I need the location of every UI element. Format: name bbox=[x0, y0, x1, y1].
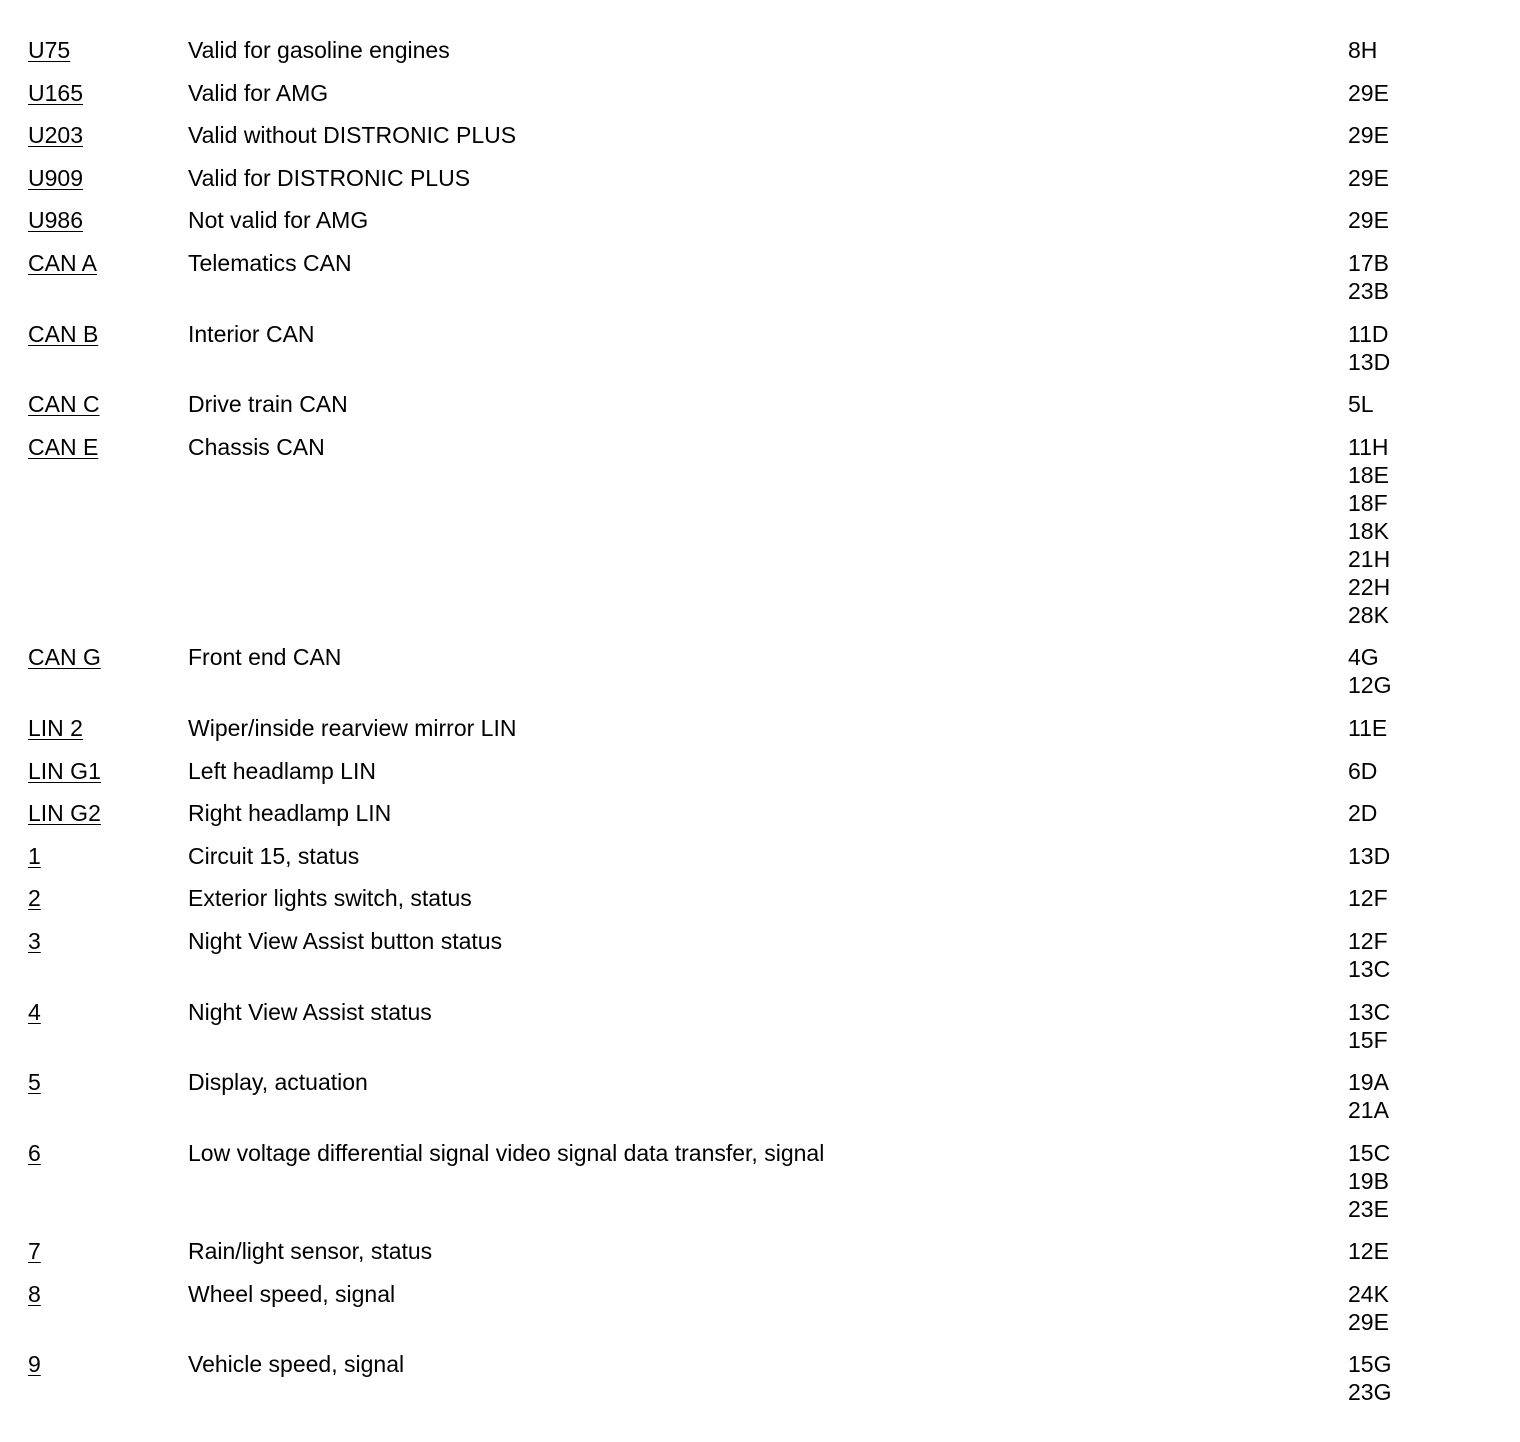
signal-description: Exterior lights switch, status bbox=[188, 885, 472, 912]
signal-description: Wiper/inside rearview mirror LIN bbox=[188, 714, 517, 741]
signal-description: Drive train CAN bbox=[188, 391, 348, 418]
grid-reference-list bbox=[1348, 433, 1390, 629]
signal-code-link[interactable]: U986 bbox=[28, 207, 83, 234]
grid-reference: 2D bbox=[1348, 800, 1378, 827]
legend-row bbox=[28, 643, 1498, 699]
signal-description: Telematics CAN bbox=[188, 249, 352, 276]
grid-reference: 19B bbox=[1348, 1167, 1389, 1194]
grid-reference: 8H bbox=[1348, 37, 1378, 63]
signal-description: Circuit 15, status bbox=[188, 842, 360, 869]
grid-reference: 13C bbox=[1348, 955, 1391, 982]
legend-row bbox=[28, 164, 1498, 192]
signal-code-link[interactable]: 6 bbox=[28, 1139, 41, 1166]
grid-reference: 21A bbox=[1348, 1097, 1389, 1124]
legend-row bbox=[28, 714, 1498, 742]
grid-reference-list bbox=[1348, 1280, 1389, 1336]
signal-description: Front end CAN bbox=[188, 644, 342, 671]
grid-reference-list bbox=[1348, 1237, 1389, 1265]
legend-row bbox=[28, 1350, 1498, 1406]
grid-reference: 29E bbox=[1348, 122, 1389, 149]
signal-description: Night View Assist status bbox=[188, 998, 432, 1025]
signal-code-link[interactable]: U909 bbox=[28, 164, 83, 191]
signal-code-link[interactable]: 5 bbox=[28, 1069, 41, 1096]
signal-description: Valid without DISTRONIC PLUS bbox=[188, 122, 517, 149]
grid-reference: 12F bbox=[1348, 885, 1388, 912]
grid-reference: 11H bbox=[1348, 433, 1389, 460]
signal-code-link[interactable]: 2 bbox=[28, 885, 41, 912]
signal-code-link[interactable]: CAN B bbox=[28, 320, 99, 347]
grid-reference: 23G bbox=[1348, 1379, 1392, 1406]
grid-reference: 12G bbox=[1348, 672, 1392, 699]
legend-row bbox=[28, 36, 1498, 64]
grid-reference: 19A bbox=[1348, 1069, 1389, 1096]
legend-row bbox=[28, 927, 1498, 983]
signal-code-link[interactable]: 1 bbox=[28, 842, 41, 869]
signal-description: Left headlamp LIN bbox=[188, 757, 376, 784]
signal-code-link[interactable]: U203 bbox=[28, 122, 83, 149]
grid-reference: 23E bbox=[1348, 1195, 1389, 1222]
grid-reference-list bbox=[1348, 757, 1377, 785]
signal-description: Valid for DISTRONIC PLUS bbox=[188, 164, 471, 191]
signal-description: Not valid for AMG bbox=[188, 207, 369, 234]
signal-description: Valid for AMG bbox=[188, 79, 329, 106]
legend-row bbox=[28, 884, 1498, 912]
grid-reference: 15G bbox=[1348, 1351, 1392, 1378]
signal-code-link[interactable]: 9 bbox=[28, 1351, 41, 1378]
signal-description: Right headlamp LIN bbox=[188, 800, 392, 827]
grid-reference-list bbox=[1348, 206, 1389, 234]
grid-reference-list bbox=[1348, 1068, 1389, 1124]
grid-reference: 4G bbox=[1348, 644, 1379, 671]
signal-code-link[interactable]: LIN G1 bbox=[28, 757, 101, 784]
legend-row bbox=[28, 121, 1498, 149]
grid-reference-list bbox=[1348, 998, 1390, 1054]
legend-row bbox=[28, 249, 1498, 305]
grid-reference-list bbox=[1348, 1350, 1391, 1406]
grid-reference-list bbox=[1348, 121, 1389, 149]
legend-row bbox=[28, 998, 1498, 1054]
grid-reference-list bbox=[1348, 79, 1389, 107]
grid-reference: 28K bbox=[1348, 601, 1389, 628]
grid-reference-list bbox=[1348, 36, 1377, 64]
grid-reference: 6D bbox=[1348, 757, 1378, 784]
grid-reference: 15F bbox=[1348, 1026, 1388, 1053]
signal-description: Low voltage differential signal video signal data transfer, signal bbox=[188, 1139, 825, 1166]
legend-row bbox=[28, 799, 1498, 827]
grid-reference: 18F bbox=[1348, 489, 1388, 516]
grid-reference-list bbox=[1348, 842, 1390, 870]
signal-code-link[interactable]: CAN E bbox=[28, 433, 99, 460]
grid-reference-list bbox=[1348, 249, 1389, 305]
signal-code-link[interactable]: LIN G2 bbox=[28, 800, 101, 827]
signal-description: Wheel speed, signal bbox=[188, 1280, 396, 1307]
legend-row bbox=[28, 433, 1498, 629]
signal-description: Night View Assist button status bbox=[188, 927, 503, 954]
legend-row bbox=[28, 206, 1498, 234]
grid-reference-list bbox=[1348, 714, 1387, 742]
grid-reference: 17B bbox=[1348, 249, 1389, 276]
legend-row bbox=[28, 757, 1498, 785]
signal-code-link[interactable]: CAN G bbox=[28, 644, 101, 671]
signal-description: Vehicle speed, signal bbox=[188, 1351, 405, 1378]
grid-reference-list bbox=[1348, 164, 1389, 192]
grid-reference: 29E bbox=[1348, 1308, 1389, 1335]
grid-reference: 11E bbox=[1348, 714, 1388, 741]
grid-reference-list bbox=[1348, 927, 1390, 983]
grid-reference-list bbox=[1348, 1139, 1390, 1223]
grid-reference: 12E bbox=[1348, 1238, 1389, 1265]
grid-reference: 13C bbox=[1348, 998, 1391, 1025]
grid-reference: 22H bbox=[1348, 573, 1391, 600]
legend-row bbox=[28, 842, 1498, 870]
signal-code-link[interactable]: 3 bbox=[28, 927, 41, 954]
grid-reference: 24K bbox=[1348, 1280, 1389, 1307]
legend-row bbox=[28, 1139, 1498, 1223]
grid-reference: 5L bbox=[1348, 391, 1374, 418]
grid-reference-list bbox=[1348, 884, 1388, 912]
signal-legend-list bbox=[28, 36, 1498, 1421]
grid-reference: 11D bbox=[1348, 320, 1389, 347]
legend-row bbox=[28, 1068, 1498, 1124]
signal-description: Display, actuation bbox=[188, 1069, 368, 1096]
signal-description: Valid for gasoline engines bbox=[188, 37, 450, 63]
grid-reference-list bbox=[1348, 799, 1377, 827]
legend-row bbox=[28, 1280, 1498, 1336]
legend-row bbox=[28, 320, 1498, 376]
grid-reference: 21H bbox=[1348, 545, 1391, 572]
legend-row bbox=[28, 390, 1498, 418]
grid-reference-list bbox=[1348, 320, 1390, 376]
legend-row bbox=[28, 79, 1498, 107]
grid-reference: 29E bbox=[1348, 164, 1389, 191]
signal-code-link[interactable]: CAN A bbox=[28, 249, 98, 276]
signal-code-link[interactable]: LIN 2 bbox=[28, 714, 83, 741]
grid-reference: 23B bbox=[1348, 277, 1389, 304]
signal-code-link[interactable]: 8 bbox=[28, 1280, 41, 1307]
grid-reference-list bbox=[1348, 643, 1391, 699]
grid-reference: 18K bbox=[1348, 517, 1389, 544]
grid-reference: 29E bbox=[1348, 79, 1389, 106]
signal-code-link[interactable]: U165 bbox=[28, 79, 83, 106]
grid-reference-list bbox=[1348, 390, 1374, 418]
grid-reference: 29E bbox=[1348, 207, 1389, 234]
signal-description: Rain/light sensor, status bbox=[188, 1238, 433, 1265]
grid-reference: 18E bbox=[1348, 461, 1389, 488]
signal-code-link[interactable]: 7 bbox=[28, 1238, 41, 1265]
signal-code-link[interactable]: 4 bbox=[28, 998, 41, 1025]
grid-reference: 12F bbox=[1348, 927, 1388, 954]
signal-code-link[interactable]: CAN C bbox=[28, 391, 100, 418]
signal-code-link[interactable]: U75 bbox=[28, 37, 71, 63]
legend-row bbox=[28, 1237, 1498, 1265]
signal-description: Chassis CAN bbox=[188, 433, 325, 460]
grid-reference: 13D bbox=[1348, 842, 1391, 869]
grid-reference: 15C bbox=[1348, 1139, 1391, 1166]
signal-description: Interior CAN bbox=[188, 320, 315, 347]
grid-reference: 13D bbox=[1348, 348, 1391, 375]
